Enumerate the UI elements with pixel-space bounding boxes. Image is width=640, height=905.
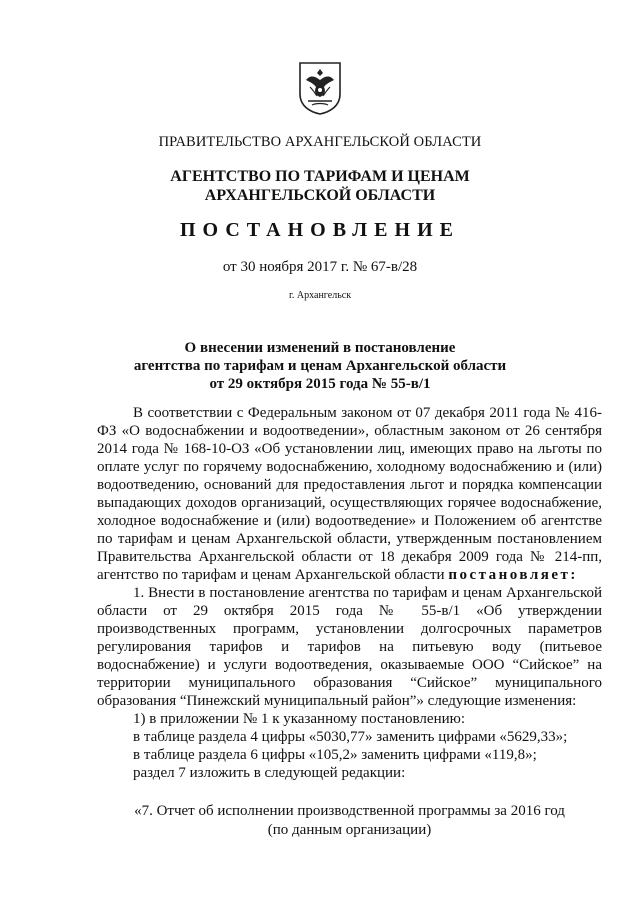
subitem-1: 1) в приложении № 1 к указанному постановлению: — [133, 711, 465, 727]
change-line-section-4: в таблице раздела 4 цифры «5030,77» заменить цифрами «5629,33»; — [133, 729, 568, 745]
resolves-word: постановляет: — [448, 567, 578, 583]
subject-line2: агентства по тарифам и ценам Архангельской области — [133, 358, 507, 374]
document-type: ПОСТАНОВЛЕНИЕ — [180, 219, 460, 241]
document-body — [97, 404, 602, 782]
coat-of-arms-icon — [297, 60, 343, 116]
document-date-number: от 30 ноября 2017 г. № 67-в/28 — [222, 259, 418, 275]
report-heading-line2: (по данным организации) — [267, 822, 432, 838]
preamble-paragraph — [97, 404, 602, 584]
document-city: г. Архангельск — [288, 290, 352, 301]
preamble-text: В соответствии с Федеральным законом от 07 декабря 2011 года № 416-ФЗ «О водоснабжении и водоотведении», областным законом от 26 сентября 2014 года № 168-10-ОЗ «Об установлении лиц, имеющих право на льготы по оплате услуг по горячему водоснабжению, холодному водоснабжению и (или) водоотведению, оснований для предоставления льгот и порядка компенсации выпадающих доходов организаций, осуществляющих горячее водоснабжение, холодное водоснабжение и (или) водоотведение» и Положением об агентстве по тарифам и ценам Архангельской области, утвержденным постановлением Правительства Архангельской области от 18 декабря 2009 года № 214-пп, агентство по тарифам и ценам Архангельской области — [97, 405, 602, 583]
agency-title-line1: АГЕНТСТВО ПО ТАРИФАМ И ЦЕНАМ — [170, 168, 470, 185]
government-title: ПРАВИТЕЛЬСТВО АРХАНГЕЛЬСКОЙ ОБЛАСТИ — [158, 134, 482, 150]
item-1-paragraph: 1. Внести в постановление агентства по тарифам и ценам Архангельской области от 29 октября 2015 года № 55-в/1 «Об утверждении производственных программ, установлении долгосрочных параметров регулирования тарифов и тарифов на питьевую воду (питьевое водоснабжение) и услуги водоотведения, оказываемые ООО “Сийское” на территории муниципального образования “Сийское” муниципального образования “Пинежский муниципальный район”» следующие изменения: — [97, 585, 602, 709]
subject-line1: О внесении изменений в постановление — [184, 340, 456, 356]
change-line-section-7: раздел 7 изложить в следующей редакции: — [133, 765, 406, 781]
agency-title-line2: АРХАНГЕЛЬСКОЙ ОБЛАСТИ — [204, 187, 436, 204]
change-line-section-6: в таблице раздела 6 цифры «105,2» заменить цифрами «119,8»; — [133, 747, 537, 763]
report-heading — [97, 802, 602, 840]
document-subject — [0, 339, 640, 393]
agency-title — [0, 167, 640, 205]
subject-line3: от 29 октября 2015 года № 55-в/1 — [209, 376, 431, 392]
report-heading-line1: «7. Отчет об исполнении производственной программы за 2016 год — [134, 803, 565, 819]
